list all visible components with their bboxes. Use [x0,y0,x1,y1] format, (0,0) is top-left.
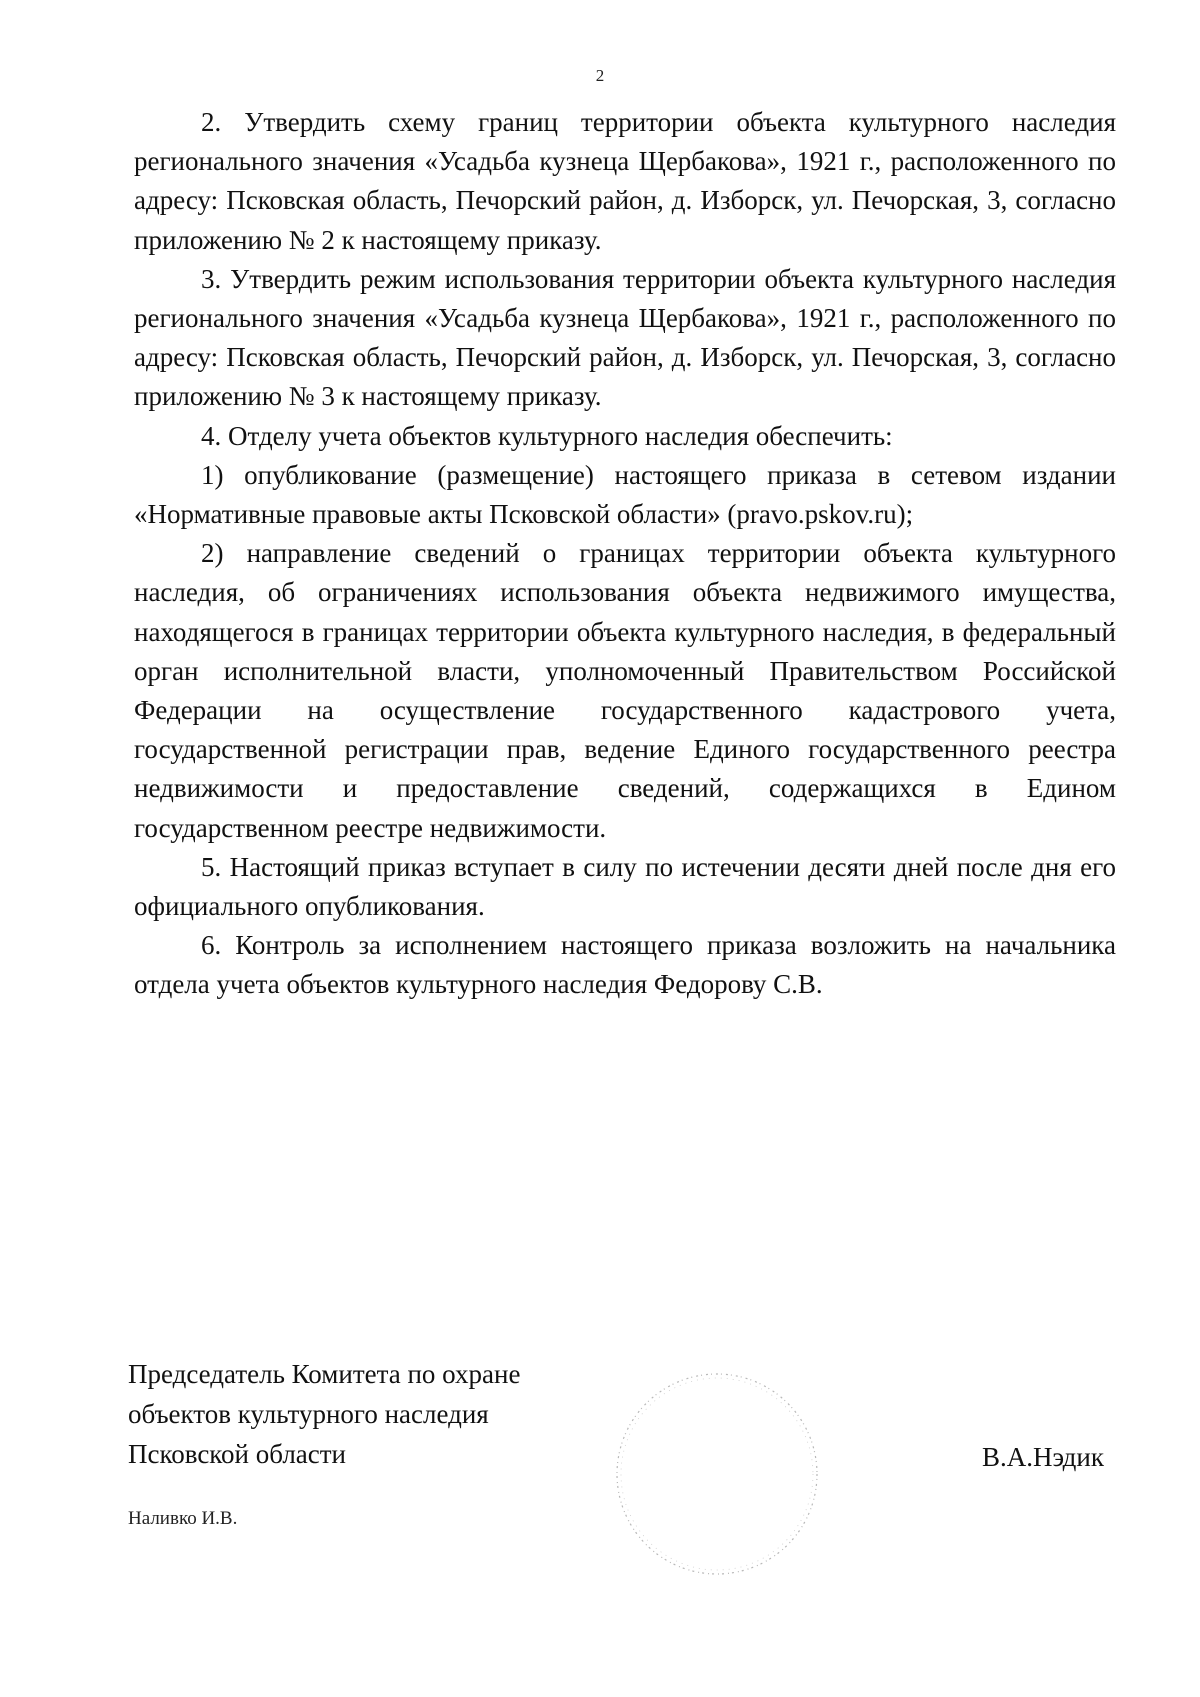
paragraph-item-3: 3. Утвердить режим использования территории объекта культурного наследия регионального значения «Усадьба кузнеца Щербакова», 1921 г., расположенного по адресу: Псковская область, Печорский район, д. Изборск, ул. Печорская, 3, согласно приложению № 3 к настоящему приказу. [134,263,1116,412]
signer-position-line: Председатель Комитета по охране [128,1359,521,1389]
paragraph-item-6: 6. Контроль за исполнением настоящего приказа возложить на начальника отдела учета объектов культурного наследия Федорову С.В. [134,930,1116,1000]
stamp-imprint [608,1364,826,1584]
order-body [134,103,1116,1005]
signer-position-line: объектов культурного наследия [128,1399,489,1429]
paragraph-item-4: 4. Отделу учета объектов культурного наследия обеспечить: [201,420,893,451]
paragraph-item-5: 5. Настоящий приказ вступает в силу по истечении десяти дней после дня его официального опубликования. [134,851,1116,922]
signer-position-line: Псковской области [128,1439,347,1469]
executor-name: Наливко И.В. [128,1508,238,1529]
paragraph-subitem-2: 2) направление сведений о границах территории объекта культурного наследия, об ограничениях использования объекта недвижимого имущества, находящегося в границах территории объекта культурного наследия, в федеральный орган исполнительной власти, уполномоченный Правительством Российской Федерации на осуществление государственного кадастрового учета, государственной регистрации прав, ведение Единого государственного реестра недвижимости и предоставление сведений, содержащихся в Едином государственном реестре недвижимости. [134,538,1116,843]
signer-name: В.А.Нэдик [981,1442,1104,1472]
signer-position [128,1354,520,1474]
paragraph-item-2: 2. Утвердить схему границ территории объекта культурного наследия регионального значения «Усадьба кузнеца Щербакова», 1921 г., расположенного по адресу: Псковская область, Печорский район, д. Изборск, ул. Печорская, 3, согласно приложению № 2 к настоящему приказу. [134,107,1116,255]
page-number: 2 [595,66,605,85]
paragraph-subitem-1: 1) опубликование (размещение) настоящего приказа в сетевом издании «Нормативные правовые акты Псковской области» (pravo.pskov.ru); [134,459,1116,530]
